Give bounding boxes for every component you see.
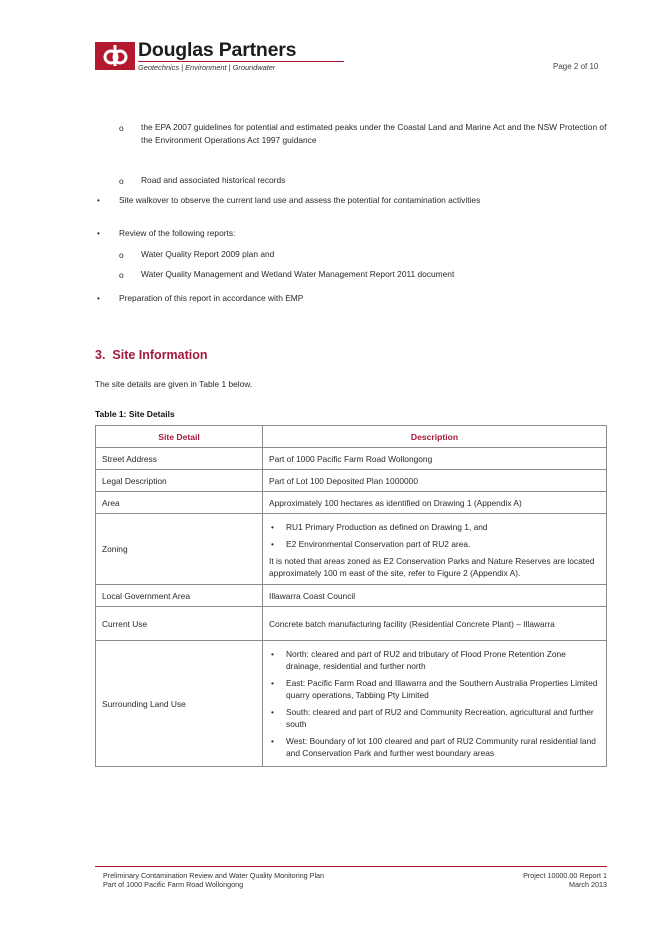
list-item: • North: cleared and part of RU2 and tributary of Flood Prone Retention Zone drainage, residential and further north: [269, 648, 600, 672]
section-heading: [95, 348, 208, 362]
footer-right: [457, 871, 607, 889]
table-row: [96, 641, 607, 767]
footer-date: March 2013: [569, 880, 607, 889]
zoning-note: It is noted that areas zoned as E2 Conservation Parks and Nature Reserves are located approximately 100 m east of the site, refer to Figure 2 (Appendix A).: [269, 556, 595, 578]
footer-divider: [95, 866, 607, 867]
column-header: Site Detail: [96, 426, 263, 448]
row-value: [263, 514, 607, 585]
list-item: • South: cleared and part of RU2 and Community Recreation, agricultural and further south: [269, 706, 600, 730]
company-logo: [95, 40, 344, 72]
section-intro: The site details are given in Table 1 below.: [95, 379, 253, 389]
list-item: Preparation of this report in accordance with EMP: [119, 293, 304, 303]
row-value: [263, 641, 607, 767]
table-row: [96, 470, 607, 492]
row-label: Current Use: [96, 607, 263, 641]
footer-project-location: Part of 1000 Pacific Farm Road Wollongong: [103, 880, 244, 889]
list-item: Road and associated historical records: [141, 175, 286, 185]
row-value: Illawarra Coast Council: [263, 585, 607, 607]
table-row: [96, 607, 607, 641]
bullet-marker: •: [97, 196, 100, 205]
table-row: [96, 448, 607, 470]
footer-project-title: Preliminary Contamination Review and Water Quality Monitoring Plan: [103, 871, 325, 880]
bullet-marker: •: [97, 229, 100, 238]
row-value: Part of 1000 Pacific Farm Road Wollongong: [263, 448, 607, 470]
sub-bullet-marker: o: [119, 123, 124, 133]
company-name: Douglas Partners: [138, 39, 297, 61]
table-header-row: [96, 426, 607, 448]
column-header: Description: [263, 426, 607, 448]
sub-bullet-marker: o: [119, 270, 124, 280]
zoning-list: [269, 521, 600, 550]
table-row: [96, 492, 607, 514]
table-caption: Table 1: Site Details: [95, 409, 175, 419]
page-number: Page 2 of 10: [553, 62, 599, 71]
list-item: the EPA 2007 guidelines for potential and estimated peaks under the Coastal Land and Marine Act and the NSW Protection of the Environment Operations Act 1997 guidance: [141, 122, 607, 145]
list-item: Water Quality Management and Wetland Water Management Report 2011 document: [141, 269, 455, 279]
row-label: Surrounding Land Use: [96, 641, 263, 767]
row-label: Zoning: [96, 514, 263, 585]
row-label: Area: [96, 492, 263, 514]
list-item: • West: Boundary of lot 100 cleared and part of RU2 Community rural residential land and Conservation Park and further west boundary areas: [269, 735, 600, 759]
list-item: • East: Pacific Farm Road and Illawarra and the Southern Australia Properties Limited quarry operations, Tabbing Pty Limited: [269, 677, 600, 701]
list-item: Site walkover to observe the current land use and assess the potential for contamination activities: [119, 195, 481, 205]
dp-logo-icon: [95, 42, 135, 70]
table-row: [96, 514, 607, 585]
company-tagline: Geotechnics | Environment | Groundwater: [138, 61, 344, 72]
row-label: Street Address: [96, 448, 263, 470]
list-item: Review of the following reports:: [119, 228, 236, 238]
list-item: • E2 Environmental Conservation part of RU2 area.: [269, 538, 600, 550]
section-number: 3.: [95, 348, 106, 362]
row-label: Legal Description: [96, 470, 263, 492]
sub-bullet-marker: o: [119, 176, 124, 186]
bullet-marker: •: [97, 294, 100, 303]
list-item: Water Quality Report 2009 plan and: [141, 249, 275, 259]
site-details-table: [95, 425, 607, 767]
surrounding-list: [269, 648, 600, 759]
list-item: • RU1 Primary Production as defined on Drawing 1, and: [269, 521, 600, 533]
sub-bullet-marker: o: [119, 250, 124, 260]
table-row: [96, 585, 607, 607]
row-value: Approximately 100 hectares as identified on Drawing 1 (Appendix A): [263, 492, 607, 514]
row-value: Concrete batch manufacturing facility (Residential Concrete Plant) – Illawarra: [263, 607, 607, 641]
row-value: Part of Lot 100 Deposited Plan 1000000: [263, 470, 607, 492]
section-title: Site Information: [112, 348, 208, 362]
footer-left: [103, 871, 463, 889]
footer-project-number: Project 10000.00 Report 1: [523, 871, 607, 880]
row-label: Local Government Area: [96, 585, 263, 607]
